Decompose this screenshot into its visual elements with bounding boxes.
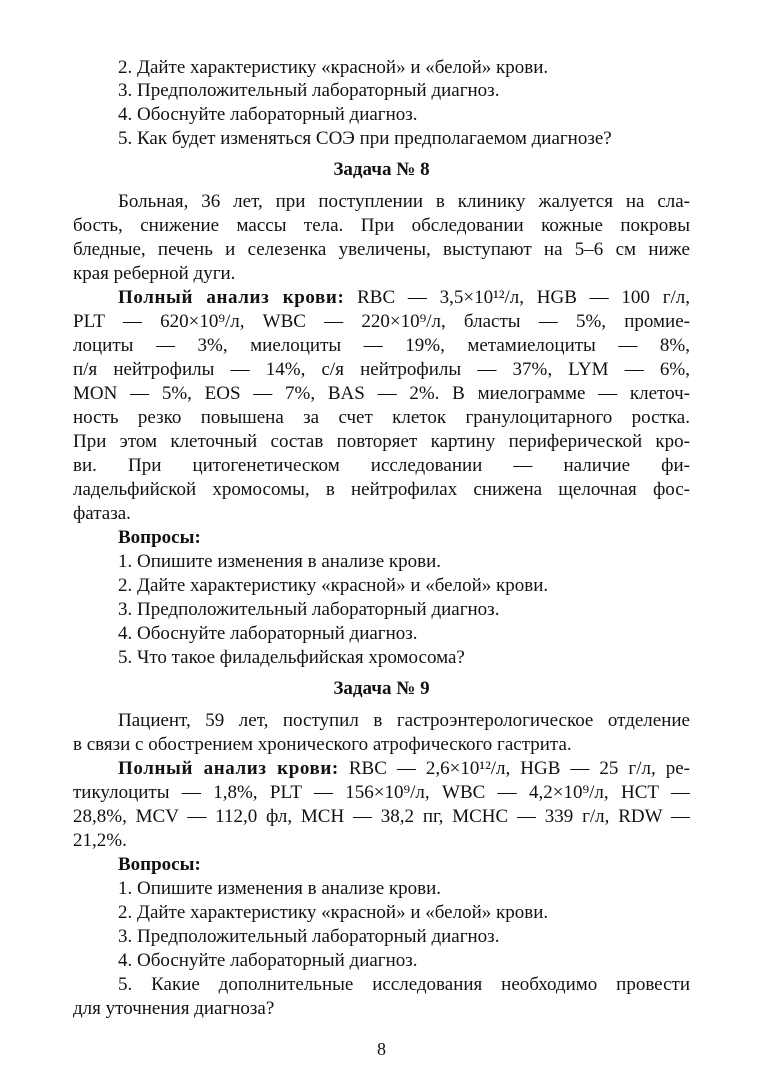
paragraph-line: для уточнения диагноза? [73,998,275,1019]
question-item: 2. Дайте характеристику «красной» и «белой» крови. [118,575,549,596]
paragraph-line [73,286,690,310]
line-text: RBC — 2,6×10¹²/л, HGB — 25 г/л, ре- [338,758,690,779]
paragraph-line: 5. Какие дополнительные исследования необходимо провести [118,974,690,995]
question-item: 4. Обоснуйте лабораторный диагноз. [118,623,418,644]
question-item: 2. Дайте характеристику «красной» и «белой» крови. [118,57,549,78]
question-item: 4. Обоснуйте лабораторный диагноз. [118,104,418,125]
questions-label: Вопросы: [118,527,201,548]
paragraph-line: бледные, печень и селезенка увеличены, выступают на 5–6 см ниже [73,239,690,260]
paragraph-line: Больная, 36 лет, при поступлении в клинику жалуется на сла- [118,191,690,212]
paragraph-line: тикулоциты — 1,8%, PLT — 156×10⁹/л, WBC — 4,2×10⁹/л, HCT — [73,782,690,803]
line-text: RBC — 3,5×10¹²/л, HGB — 100 г/л, [344,287,690,308]
question-item: 2. Дайте характеристику «красной» и «белой» крови. [118,902,549,923]
paragraph-line: Пациент, 59 лет, поступил в гастроэнтерологическое отделение [118,710,690,731]
paragraph-line: бость, снижение массы тела. При обследовании кожные покровы [73,215,690,236]
page-number: 8 [377,1039,386,1059]
section-heading: Задача № 9 [333,678,430,699]
paragraph-line: 28,8%, MCV — 112,0 фл, MCH — 38,2 пг, MCHC — 339 г/л, RDW — [73,806,690,827]
paragraph-line: фатаза. [73,503,131,524]
bold-lead: Полный анализ крови: [118,287,345,308]
paragraph-line: MON — 5%, EOS — 7%, BAS — 2%. В миелограмме — клеточ- [73,383,690,404]
paragraph-line: края реберной дуги. [73,263,236,284]
paragraph-line [73,757,690,781]
paragraph-line: ладельфийской хромосомы, в нейтрофилах снижена щелочная фос- [73,479,690,500]
question-item: 3. Предположительный лабораторный диагноз. [118,80,500,101]
paragraph-line: ность резко повышена за счет клеток гранулоцитарного ростка. [73,407,690,428]
paragraph-line: в связи с обострением хронического атрофического гастрита. [73,734,572,755]
bold-lead: Полный анализ крови: [118,758,339,779]
paragraph-line: PLT — 620×10⁹/л, WBC — 220×10⁹/л, бласты — 5%, промие- [73,311,690,332]
question-item: 1. Опишите изменения в анализе крови. [118,551,442,572]
question-item: 5. Как будет изменяться СОЭ при предполагаемом диагнозе? [118,128,612,149]
paragraph-line: п/я нейтрофилы — 14%, с/я нейтрофилы — 37%, LYM — 6%, [73,359,690,380]
paragraph-line: лоциты — 3%, миелоциты — 19%, метамиелоциты — 8%, [73,335,690,356]
question-item: 3. Предположительный лабораторный диагноз. [118,599,500,620]
section-heading: Задача № 8 [333,159,430,180]
paragraph-line: 21,2%. [73,830,127,851]
question-item: 3. Предположительный лабораторный диагноз. [118,926,500,947]
question-item: 5. Что такое филадельфийская хромосома? [118,647,465,668]
paragraph-line: При этом клеточный состав повторяет картину периферической кро- [73,431,690,452]
question-item: 1. Опишите изменения в анализе крови. [118,878,442,899]
questions-label: Вопросы: [118,854,201,875]
paragraph-line: ви. При цитогенетическом исследовании — наличие фи- [73,455,690,476]
question-item: 4. Обоснуйте лабораторный диагноз. [118,950,418,971]
